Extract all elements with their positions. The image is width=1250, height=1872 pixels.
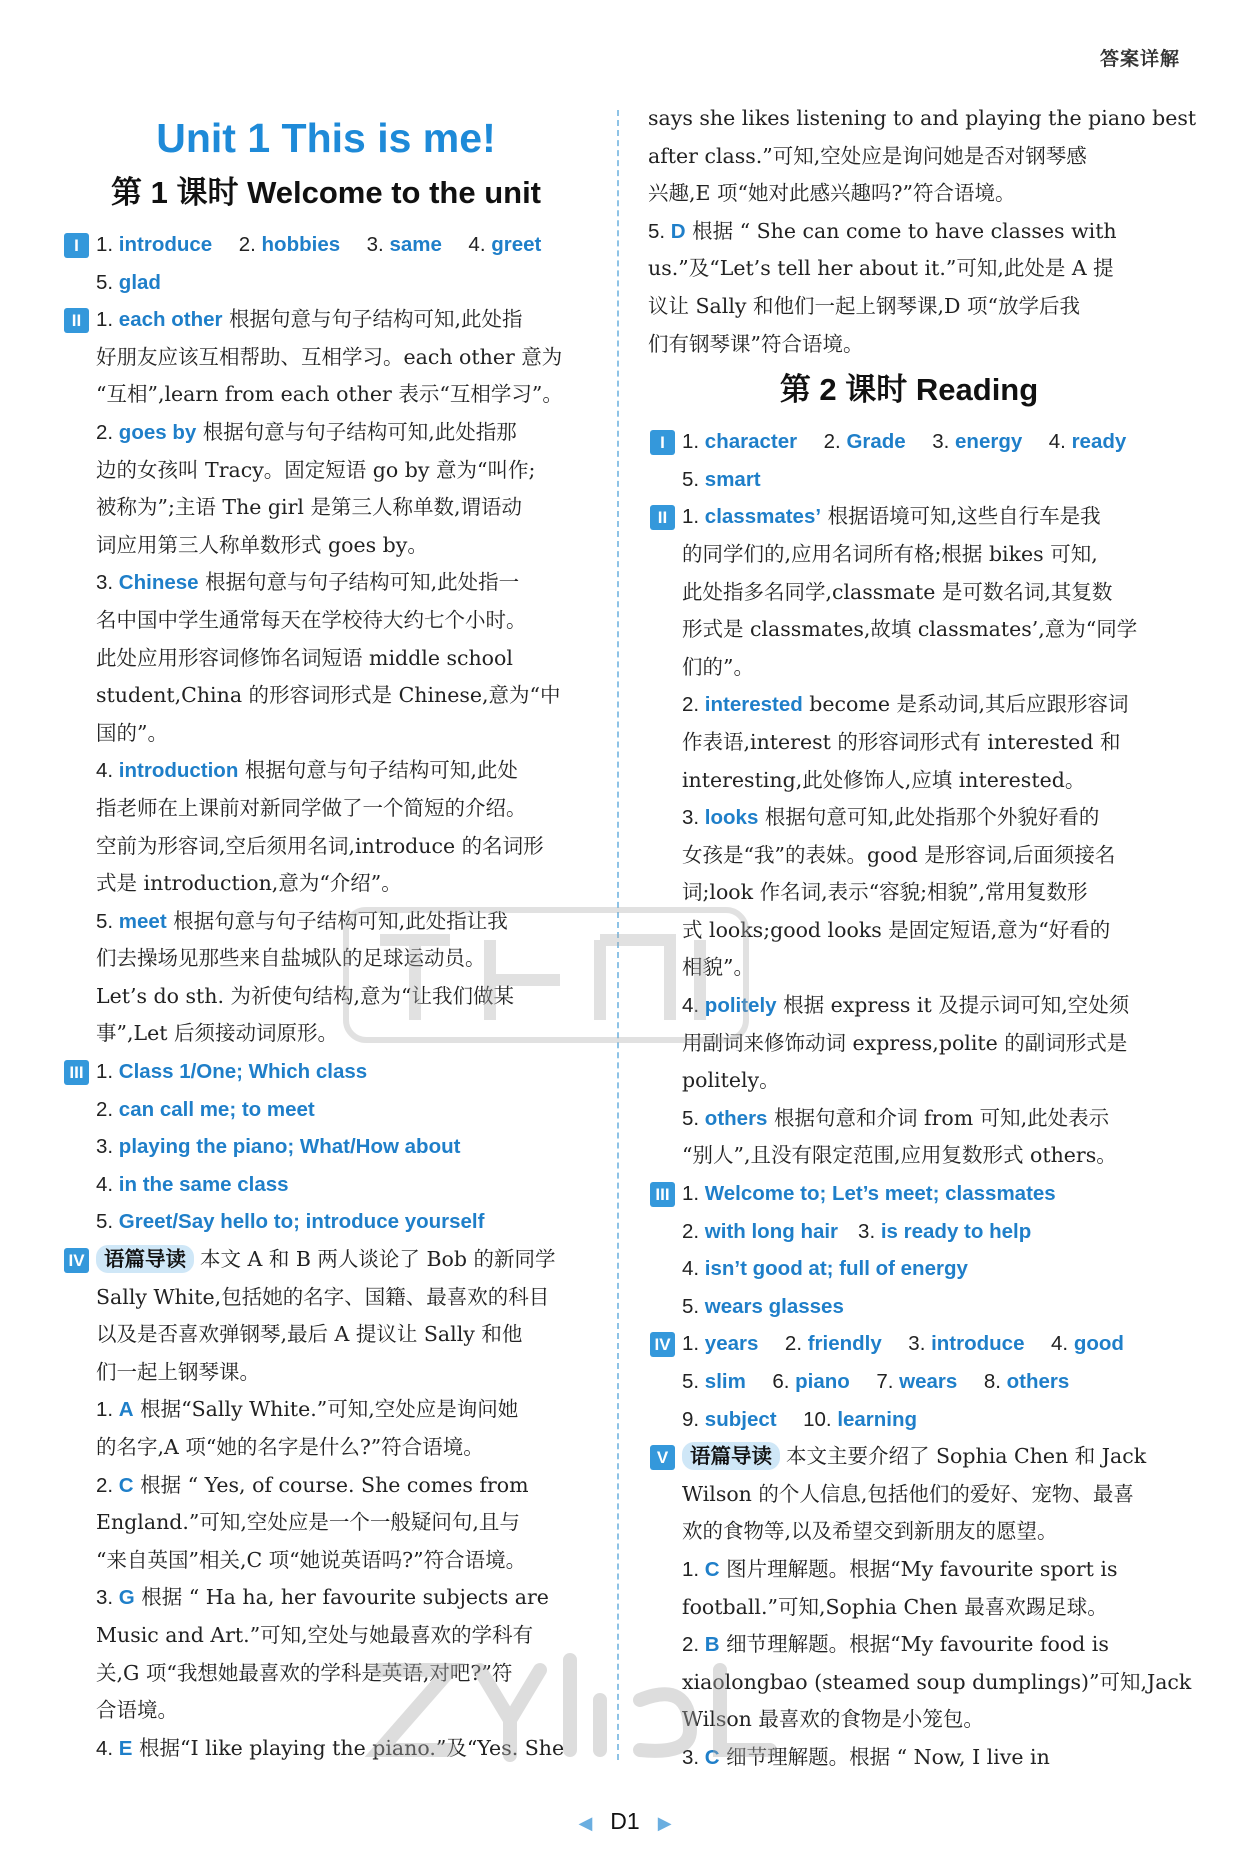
explanation-line: “互相”,learn from each other 表示“互相学习”。 [96,382,563,407]
answer: isn’t good at; full of energy [704,1257,968,1281]
section-2 [648,498,1170,1175]
explanation-line: 边的女孩叫 Tracy。固定短语 go by 意为“叫作; [96,457,536,482]
answer: is ready to help [880,1219,1032,1243]
passage-intro: 语篇导读 本文 A 和 B 两人谈论了 Bob 的新同学 [96,1241,590,1279]
explanation-line: 国的”。 [96,720,168,745]
explanation-line: 此处指多名同学,classmate 是可数名词,其复数 [682,579,1113,604]
answer-line: 5. wears glasses [682,1294,844,1318]
explanation-line: 们一起上钢琴课。 [96,1359,260,1384]
explanation-line: xiaolongbao (steamed soup dumplings)”可知,Jack [682,1669,1192,1694]
answer: each other [118,308,223,332]
answer: C [118,1473,134,1497]
answer-line: 1. Class 1/One; Which class [96,1060,368,1084]
section-4 [648,1325,1170,1438]
answer: Welcome to; Let’s meet; classmates [704,1182,1056,1206]
explanation-line: politely。 [682,1068,780,1093]
answer: can call me; to meet [118,1097,315,1121]
explanation-line: 被称为”;主语 The girl 是第三人称单数,谓语动 [96,495,522,520]
section-3 [62,1053,590,1241]
answer: meet [118,909,167,933]
explanation-line: us.”及“Let’s tell her about it.”可知,此处是 A 提 [648,256,1114,281]
explanation-line: 式是 introduction,意为“介绍”。 [96,871,402,896]
explanation-line: 们的”。 [682,654,754,679]
answer-line: 2. with long hair 3. is ready to help [682,1219,1032,1243]
question-line: 5. others 根据句意和介词 from 可知,此处表示 [682,1105,1110,1130]
answer-line: 1. introduce 2. hobbies 3. same 4. greet [96,233,542,256]
answer: Class 1/One; Which class [118,1060,368,1084]
answer-line: 5. slim 6. piano 7. wears 8. others [682,1370,1070,1393]
prev-page-icon[interactable]: ◀ [578,1813,593,1833]
lesson-title: 第 2 课时 Reading [779,372,1039,408]
question-line: 2. goes by 根据句意与句子结构可知,此处指那 [96,419,517,444]
section-badge: I [64,233,89,258]
explanation-line: 词;look 作名词,表示“容貌;相貌”,常用复数形 [682,880,1088,905]
answer: Greet/Say hello to; introduce yourself [118,1210,485,1234]
answer: introduce [118,233,213,256]
answer: character [704,430,798,454]
answer: greet [491,233,542,256]
question-line: 4. politely 根据 express it 及提示词可知,空处须 [682,993,1130,1018]
answer-line: 4. isn’t good at; full of energy [682,1257,968,1281]
question-line: 5. D 根据 “ She can come to have classes with [648,218,1117,243]
answer-line: 4. in the same class [96,1172,289,1196]
answer: years [704,1332,759,1356]
unit-title: Unit 1 This is me! [156,115,496,161]
answer: slim [704,1370,746,1393]
explanation-line: 作表语,interest 的形容词形式有 interested 和 [682,729,1121,754]
question-line: 1. each other 根据句意与句子结构可知,此处指 [96,307,523,332]
question-line: 4. introduction 根据句意与句子结构可知,此处 [96,758,518,783]
section-3 [648,1175,1170,1325]
answer: playing the piano; What/How about [118,1135,461,1159]
page-number: D1 [610,1808,640,1834]
explanation-line: says she likes listening to and playing the piano best [648,106,1197,130]
explanation-line: 的名字,A 项“她的名字是什么?”符合语境。 [96,1435,484,1459]
explanation-line: 兴趣,E 项“她对此感兴趣吗?”符合语境。 [648,181,1016,206]
question-line: 1. A 根据“Sally White.”可知,空处应是询问她 [96,1397,519,1422]
answer: others [704,1106,768,1130]
question-line: 3. Chinese 根据句意与句子结构可知,此处指一 [96,570,520,595]
explanation-line: student,China 的形容词形式是 Chinese,意为“中 [96,683,561,708]
question-line: 3. G 根据 “ Ha ha, her favourite subjects are [96,1585,549,1610]
explanation-line: interesting,此处修饰人,应填 interested。 [682,767,1086,792]
answer-line: 1. character 2. Grade 3. energy 4. ready [682,430,1127,454]
section-1 [648,423,1170,498]
answer: hobbies [261,233,341,256]
answer: C [704,1745,720,1769]
answer: glad [118,270,161,294]
explanation-line: “别人”,且没有限定范围,应用复数形式 others。 [682,1143,1117,1168]
answer: same [389,233,442,256]
explanation-line: 以及是否喜欢弹钢琴,最后 A 提议让 Sally 和他 [96,1322,523,1347]
answer: looks [704,806,759,830]
right-column [648,100,1197,1777]
answer-line: 5. smart [682,467,761,491]
answer: B [704,1633,720,1657]
section-badge: III [650,1182,675,1207]
explanation-line: 们去操场见那些来自盐城队的足球运动员。 [96,946,486,971]
answer: Chinese [118,571,199,595]
page-header: 答案详解 [1099,49,1180,70]
question-line: 1. C 图片理解题。根据“My favourite sport is [682,1556,1118,1581]
section-2 [62,301,590,1053]
explanation-line: England.”可知,空处应是一个一般疑问句,且与 [96,1510,520,1535]
section-1 [62,226,590,301]
answer: piano [795,1370,850,1393]
explanation-line: 女孩是“我”的表妹。good 是形容词,后面须接名 [682,842,1116,867]
column-divider [617,110,619,1760]
section-badge: IV [64,1248,89,1273]
answer: subject [704,1407,777,1431]
question-line: 3. looks 根据句意可知,此处指那个外貌好看的 [682,805,1100,830]
left-column [62,100,590,1767]
passage-guide-tag: 语篇导读 [96,1245,194,1273]
explanation-line: 形式是 classmates,故填 classmates’,意为“同学 [682,617,1138,642]
section-badge: V [650,1445,675,1470]
answer: introduction [118,759,239,783]
explanation-line: 好朋友应该互相帮助、互相学习。each other 意为 [96,344,563,369]
answer-line: 9. subject 10. learning [682,1407,918,1431]
answer: interested [704,693,803,717]
explanation-line: 词应用第三人称单数形式 goes by。 [96,532,428,557]
answer-line: 1. years 2. friendly 3. introduce 4. good [682,1332,1124,1356]
next-page-icon[interactable]: ▶ [657,1813,672,1833]
answer: classmates’ [704,505,822,529]
section-5 [648,1438,1192,1776]
answer: E [118,1736,133,1760]
explanation-line: 事”,Let 后须接动词原形。 [96,1021,338,1046]
explanation-line: 此处应用形容词修饰名词短语 middle school [96,645,513,670]
answer: energy [955,430,1023,454]
explanation-line: 关,G 项“我想她最喜欢的学科是英语,对吧?”符 [96,1660,513,1685]
answer: D [670,219,686,243]
explanation-line: 空前为形容词,空后须用名词,introduce 的名词形 [96,833,544,858]
answer: with long hair [704,1219,839,1243]
answer: goes by [118,420,197,444]
answer: wears glasses [704,1294,844,1318]
answer: C [704,1557,720,1581]
answer: politely [704,994,777,1018]
answer: G [118,1586,135,1610]
section-badge: II [650,505,675,530]
question-line: 2. C 根据 “ Yes, of course. She comes from [96,1472,529,1497]
answer: good [1073,1332,1124,1356]
answer: others [1006,1370,1070,1393]
question-line: 4. E 根据“I like playing the piano.”及“Yes. She [96,1735,565,1760]
answer: in the same class [118,1172,289,1196]
question-line: 3. C 细节理解题。根据 “ Now, I live in [682,1744,1050,1769]
question-line: 2. interested become 是系动词,其后应跟形容词 [682,692,1129,717]
answer-line: 3. playing the piano; What/How about [96,1135,461,1159]
answer: friendly [807,1332,882,1356]
section-4 [62,1241,590,1767]
section-badge: I [650,430,675,455]
explanation-line: 的同学们的,应用名词所有格;根据 bikes 可知, [682,541,1098,566]
answer-line: 2. can call me; to meet [96,1097,315,1121]
explanation-line: Let’s do sth. 为祈使句结构,意为“让我们做某 [96,983,515,1008]
explanation-line: Wilson 最喜欢的食物是小笼包。 [682,1707,984,1732]
answer-line: 5. Greet/Say hello to; introduce yourself [96,1210,485,1234]
explanation-line: 指老师在上课前对新同学做了一个简短的介绍。 [96,795,527,820]
explanation-line: 合语境。 [96,1698,178,1723]
explanation-line: 们有钢琴课”符合语境。 [648,331,864,356]
section-badge: II [64,308,89,333]
explanation-line: Sally White,包括她的名字、国籍、最喜欢的科目 [96,1284,550,1309]
lesson-title: 第 1 课时 Welcome to the unit [110,175,542,210]
question-line: 2. B 细节理解题。根据“My favourite food is [682,1632,1109,1657]
answer: Grade [846,430,906,454]
explanation-line: 名中国中学生通常每天在学校待大约七个小时。 [96,607,527,632]
explanation-line: 议让 Sally 和他们一起上钢琴课,D 项“放学后我 [648,293,1080,318]
explanation-line: “来自英国”相关,C 项“她说英语吗?”符合语境。 [96,1547,527,1572]
answer: ready [1071,430,1127,454]
section-badge: III [64,1060,89,1085]
explanation-line: 相貌”。 [682,955,754,980]
question-line: 5. meet 根据句意与句子结构可知,此处指让我 [96,908,508,933]
answer: smart [704,467,761,491]
question-line: 1. classmates’ 根据语境可知,这些自行车是我 [682,504,1101,529]
explanation-line: Music and Art.”可知,空处与她最喜欢的学科有 [96,1622,534,1647]
answer: learning [837,1407,918,1431]
explanation-line: 式 looks;good looks 是固定短语,意为“好看的 [682,917,1111,942]
answer-line: 1. Welcome to; Let’s meet; classmates [682,1182,1056,1206]
section-badge: IV [650,1332,675,1357]
page-footer [0,1808,1250,1835]
answer: A [118,1398,134,1422]
answer: wears [899,1370,958,1393]
explanation-line: 欢的食物等,以及希望交到新朋友的愿望。 [682,1519,1058,1544]
passage-intro: 语篇导读 本文主要介绍了 Sophia Chen 和 Jack [682,1438,1170,1476]
explanation-line: after class.”可知,空处应是询问她是否对钢琴感 [648,143,1087,168]
answer-line: 5. glad [96,270,161,294]
answer: introduce [931,1332,1025,1356]
passage-guide-tag: 语篇导读 [682,1442,780,1470]
explanation-line: football.”可知,Sophia Chen 最喜欢踢足球。 [682,1594,1108,1619]
explanation-line: Wilson 的个人信息,包括他们的爱好、宠物、最喜 [682,1481,1134,1506]
explanation-line: 用副词来修饰动词 express,polite 的副词形式是 [682,1030,1128,1055]
